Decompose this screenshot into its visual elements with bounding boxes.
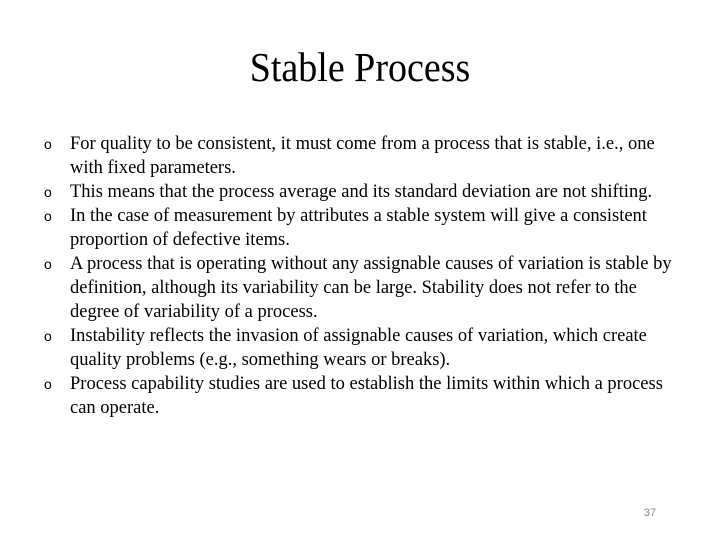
bullet-text: Process capability studies are used to establish the limits within which a process can operate. (70, 374, 663, 418)
bullet-text: In the case of measurement by attributes a stable system will give a consistent proportion of defective items. (70, 206, 647, 250)
bullet-text: Instability reflects the invasion of assignable causes of variation, which create quality problems (e.g., something wears or breaks). (70, 326, 647, 370)
hollow-circle-bullet-icon: o (44, 136, 52, 152)
bullet-text: For quality to be consistent, it must come from a process that is stable, i.e., one with fixed parameters. (70, 134, 655, 178)
slide-title: Stable Process (249, 45, 471, 91)
bullet-item (44, 372, 684, 420)
bullet-item (44, 132, 684, 180)
hollow-circle-bullet-icon: o (44, 376, 52, 392)
hollow-circle-bullet-icon: o (44, 256, 52, 272)
hollow-circle-bullet-icon: o (44, 184, 52, 200)
bullet-list (44, 132, 684, 420)
bullet-item (44, 180, 684, 204)
bullet-text: This means that the process average and its standard deviation are not shifting. (70, 182, 653, 202)
bullet-text: A process that is operating without any assignable causes of variation is stable by definition, although its variability can be large. Stability does not refer to the degree of variability of a process. (70, 254, 672, 322)
bullet-item (44, 324, 684, 372)
bullet-item (44, 204, 684, 252)
page-number: 37 (643, 507, 657, 519)
hollow-circle-bullet-icon: o (44, 328, 52, 344)
hollow-circle-bullet-icon: o (44, 208, 52, 224)
bullet-item (44, 252, 684, 324)
